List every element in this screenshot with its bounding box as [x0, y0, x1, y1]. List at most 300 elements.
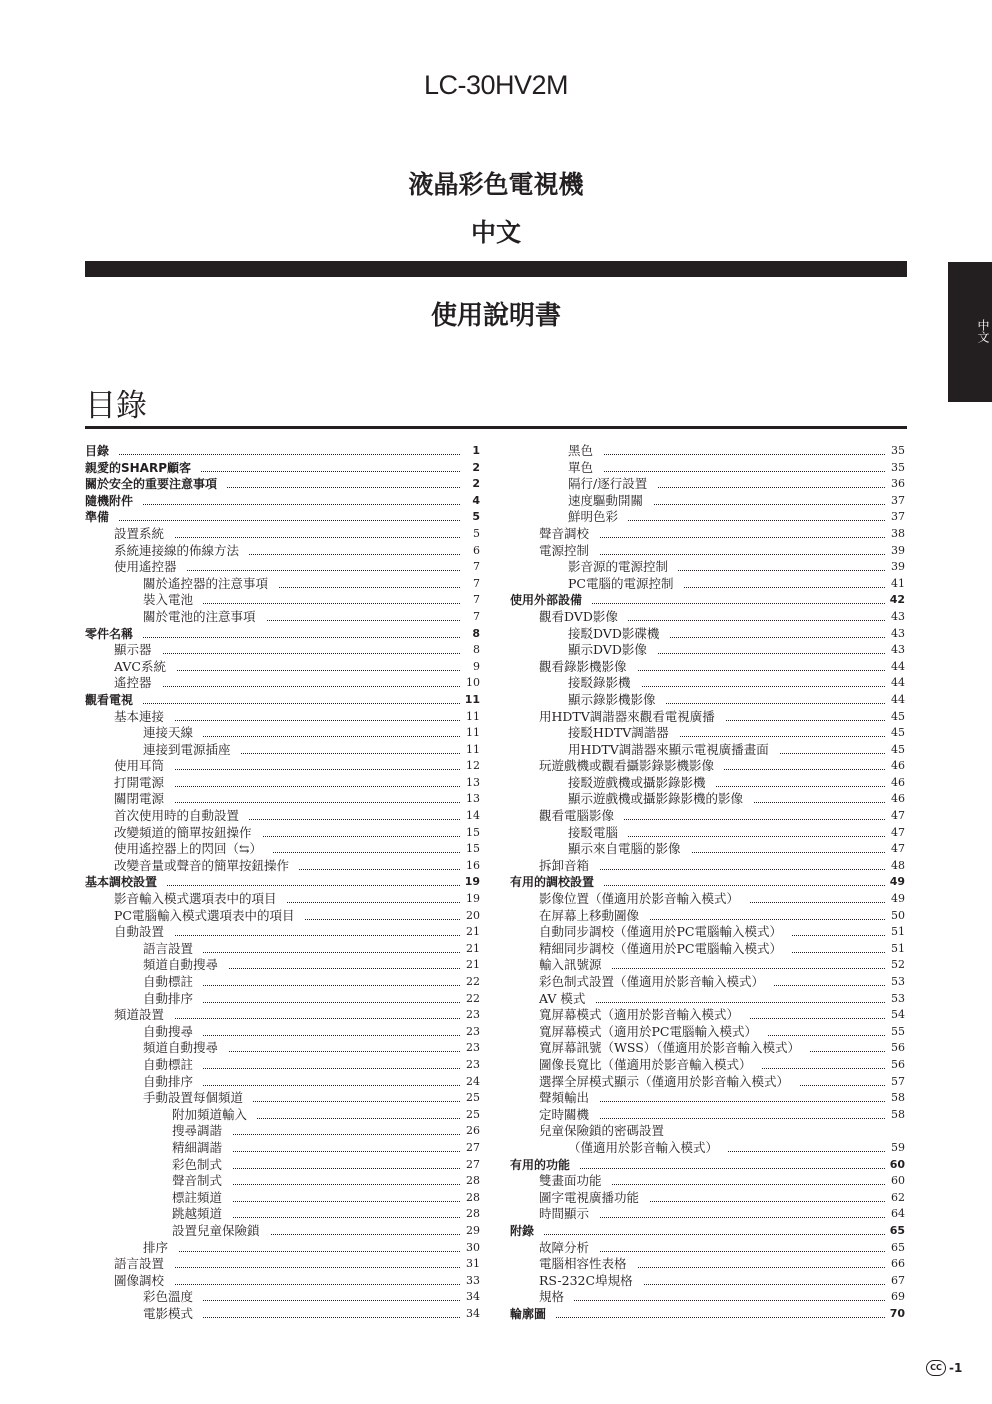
toc-entry [510, 1090, 905, 1107]
toc-entry-page: 49 [887, 891, 905, 908]
toc-entry [85, 1107, 480, 1124]
toc-entry-label: 彩色制式設置（僅適用於影音輸入模式） [539, 974, 774, 991]
toc-entry-page: 47 [887, 825, 905, 842]
toc-entry [510, 476, 905, 493]
toc-entry-label: 輪廓圖 [510, 1306, 556, 1323]
toc-entry-page: 31 [462, 1256, 480, 1273]
toc-entry [510, 576, 905, 593]
toc-entry [85, 874, 480, 891]
toc-entry-page: 35 [887, 443, 905, 460]
toc-entry [510, 742, 905, 759]
toc-entry-label: 隨機附件 [85, 493, 143, 510]
toc-entry-label: 寬屏幕模式（適用於影音輸入模式） [539, 1007, 749, 1024]
toc-entry [510, 775, 905, 792]
toc-entry-page: 47 [887, 808, 905, 825]
toc-entry [85, 924, 480, 941]
toc-entry-label: 首次使用時的自動設置 [114, 808, 249, 825]
toc-entry [85, 443, 480, 460]
dot-leader [114, 642, 460, 654]
toc-entry-label: 接駁遊戲機或攝影錄影機 [568, 775, 716, 792]
toc-entry-label: 頻道設置 [114, 1007, 174, 1024]
toc-entry [510, 443, 905, 460]
toc-entry-label: RS-232C埠規格 [539, 1273, 643, 1290]
toc-entry-label: 電腦相容性表格 [539, 1256, 637, 1273]
toc-entry-page: 66 [887, 1256, 905, 1273]
toc-entry-page: 23 [462, 1057, 480, 1074]
toc-entry-label: 準備 [85, 509, 119, 526]
toc-entry-page: 25 [462, 1107, 480, 1124]
toc-entry [85, 941, 480, 958]
toc-entry-label: 零件名稱 [85, 626, 143, 643]
toc-entry-label: 影音源的電源控制 [568, 559, 678, 576]
toc-entry-page: 57 [887, 1074, 905, 1091]
toc-entry-page: 43 [887, 609, 905, 626]
toc-entry [510, 1007, 905, 1024]
toc-entry-label: 打開電源 [114, 775, 174, 792]
toc-entry [85, 1289, 480, 1306]
toc-entry-page: 49 [887, 874, 905, 891]
toc-entry-page: 23 [462, 1040, 480, 1057]
toc-entry-page: 25 [462, 1090, 480, 1107]
toc-entry-label: 精細調諧 [172, 1140, 232, 1157]
toc-entry-page: 37 [887, 509, 905, 526]
toc-entry-page: 13 [462, 791, 480, 808]
toc-entry-page: 50 [887, 908, 905, 925]
toc-entry-label: AV 模式 [539, 991, 595, 1008]
side-tab-label: 中文 [976, 319, 990, 343]
toc-entry [85, 609, 480, 626]
toc-entry-page: 2 [462, 476, 480, 493]
toc-entry-label: 拆卸音箱 [539, 858, 599, 875]
toc-entry-label: AVC系統 [114, 659, 176, 676]
toc-entry-label: 自動標註 [143, 1057, 203, 1074]
toc-entry-page: 7 [462, 576, 480, 593]
toc-entry-label: 觀看DVD影像 [539, 609, 628, 626]
toc-entry [510, 642, 905, 659]
toc-entry [510, 1040, 905, 1057]
toc-entry-label: 黑色 [568, 443, 603, 460]
toc-entry [510, 559, 905, 576]
toc-entry [510, 1107, 905, 1124]
toc-entry [510, 1074, 905, 1091]
toc-entry-label: 關於遙控器的注意事項 [143, 576, 278, 593]
page-number: -1 [949, 1361, 963, 1375]
toc-entry-page: 35 [887, 460, 905, 477]
toc-entry-page: 58 [887, 1090, 905, 1107]
toc-entry [510, 592, 905, 609]
toc-entry [85, 991, 480, 1008]
toc-entry-page: 14 [462, 808, 480, 825]
toc-rule [85, 426, 907, 429]
toc-entry-page: 6 [462, 543, 480, 560]
toc-entry-page: 47 [887, 841, 905, 858]
toc-entry-page: 23 [462, 1024, 480, 1041]
toc-entry [85, 576, 480, 593]
toc-entry [85, 1040, 480, 1057]
toc-entry [510, 874, 905, 891]
toc-entry-label: 親愛的SHARP顧客 [85, 460, 201, 477]
toc-entry-page: 43 [887, 626, 905, 643]
toc-entry [85, 559, 480, 576]
toc-entry-label: 故障分析 [539, 1240, 599, 1257]
toc-entry-label: 遙控器 [114, 675, 162, 692]
toc-entry-page: 44 [887, 675, 905, 692]
toc-entry [85, 808, 480, 825]
toc-entry-page: 48 [887, 858, 905, 875]
toc-entry [85, 825, 480, 842]
toc-entry-label: 影像位置（僅適用於影音輸入模式） [539, 891, 749, 908]
toc-entry-label: 基本調校設置 [85, 874, 167, 891]
toc-entry-page: 62 [887, 1190, 905, 1207]
toc-entry-page: 55 [887, 1024, 905, 1041]
toc-entry-page: 11 [462, 709, 480, 726]
toc-entry-page: 51 [887, 941, 905, 958]
toc-entry [510, 1173, 905, 1190]
toc-entry-page: 29 [462, 1223, 480, 1240]
dot-leader [568, 443, 885, 455]
toc-entry [85, 1157, 480, 1174]
toc-entry-label: 輸入訊號源 [539, 957, 612, 974]
model-number: LC-30HV2M [423, 70, 569, 100]
toc-entry-page: 16 [462, 858, 480, 875]
toc-entry-label: 改變頻道的簡單按鈕操作 [114, 825, 262, 842]
toc-entry [510, 709, 905, 726]
toc-entry-page: 58 [887, 1107, 905, 1124]
toc-entry-label: 改變音量或聲音的簡單按鈕操作 [114, 858, 299, 875]
toc-entry-page: 9 [462, 659, 480, 676]
toc-entry-page: 38 [887, 526, 905, 543]
toc-entry [510, 1057, 905, 1074]
toc-entry [85, 509, 480, 526]
toc-entry-label: 自動設置 [114, 924, 174, 941]
toc-entry-label: 顯示器 [114, 642, 162, 659]
toc-entry-page: 39 [887, 543, 905, 560]
toc-entry [510, 725, 905, 742]
toc-entry-label: 關於電池的注意事項 [143, 609, 266, 626]
toc-entry-label: 圖像長寬比（僅適用於影音輸入模式） [539, 1057, 762, 1074]
toc-entry-label: 觀看錄影機影像 [539, 659, 637, 676]
toc-entry [85, 626, 480, 643]
toc-entry-label: 圖字電視廣播功能 [539, 1190, 649, 1207]
toc-entry-label: 頻道自動搜尋 [143, 957, 228, 974]
toc-entry-page: 44 [887, 659, 905, 676]
toc-entry [85, 974, 480, 991]
dot-leader [510, 1223, 885, 1235]
toc-entry-page: 7 [462, 609, 480, 626]
toc-entry-label: 關閉電源 [114, 791, 174, 808]
toc-entry-page: 46 [887, 758, 905, 775]
toc-entry [85, 1273, 480, 1290]
toc-entry [510, 891, 905, 908]
toc-entry [510, 991, 905, 1008]
toc-entry-label: 使用耳筒 [114, 758, 174, 775]
toc-entry-label: 排序 [143, 1240, 178, 1257]
toc-entry [85, 476, 480, 493]
toc-entry-label: 圖像調校 [114, 1273, 174, 1290]
toc-entry [510, 1140, 905, 1157]
toc-entry-label: PC電腦輸入模式選項表中的項目 [114, 908, 304, 925]
toc-entry [510, 957, 905, 974]
toc-entry-page: 7 [462, 559, 480, 576]
toc-entry-label: 選擇全屏模式顯示（僅適用於影音輸入模式） [539, 1074, 799, 1091]
toc-entry [510, 1240, 905, 1257]
toc-entry-label: 電影模式 [143, 1306, 203, 1323]
toc-entry [510, 974, 905, 991]
page-footer [926, 1360, 962, 1376]
toc-entry-page: 15 [462, 841, 480, 858]
toc-entry-page: 19 [462, 874, 480, 891]
dot-leader [85, 443, 460, 455]
header-bar [85, 261, 907, 277]
toc-entry-label: 用HDTV調諧器來顯示電視廣播畫面 [568, 742, 779, 759]
toc-entry [510, 1157, 905, 1174]
toc-entry [510, 509, 905, 526]
toc-entry-label: 雙畫面功能 [539, 1173, 612, 1190]
toc-entry-page: 23 [462, 1007, 480, 1024]
toc-entry [85, 1206, 480, 1223]
toc-entry-label: 規格 [539, 1289, 574, 1306]
toc-entry-page: 46 [887, 791, 905, 808]
toc-entry [85, 1007, 480, 1024]
toc-entry [85, 858, 480, 875]
toc-entry-page: 21 [462, 924, 480, 941]
toc-entry [85, 1090, 480, 1107]
toc-entry-page: 45 [887, 725, 905, 742]
toc-entry-label: 顯示DVD影像 [568, 642, 657, 659]
toc-entry-label: 自動搜尋 [143, 1024, 203, 1041]
toc-entry-label: 彩色溫度 [143, 1289, 203, 1306]
toc-entry-label: 裝入電池 [143, 592, 203, 609]
toc-entry-label: 標註頻道 [172, 1190, 232, 1207]
toc-entry [510, 692, 905, 709]
toc-entry [85, 1173, 480, 1190]
language-side-tab [948, 262, 992, 402]
toc-entry-page: 42 [887, 592, 905, 609]
toc-entry [85, 642, 480, 659]
toc-entry [85, 1140, 480, 1157]
toc-entry-page: 4 [462, 493, 480, 510]
toc-entry-page: 2 [462, 460, 480, 477]
toc-entry-label: 單色 [568, 460, 603, 477]
toc-entry-label: 精細同步調校（僅適用於PC電腦輸入模式） [539, 941, 792, 958]
toc-entry-page: 46 [887, 775, 905, 792]
toc-entry-page: 53 [887, 974, 905, 991]
toc-entry-label: 接駁HDTV調諧器 [568, 725, 679, 742]
toc-entry-label: 速度驅動開關 [568, 493, 653, 510]
toc-entry-page: 65 [887, 1240, 905, 1257]
toc-entry-label: 附加頻道輸入 [172, 1107, 257, 1124]
toc-entry [85, 1223, 480, 1240]
toc-entry [510, 526, 905, 543]
toc-entry-page: 52 [887, 957, 905, 974]
toc-entry-label: （僅適用於影音輸入模式） [568, 1140, 728, 1157]
toc-entry [510, 1256, 905, 1273]
toc-entry [510, 1273, 905, 1290]
toc-entry [85, 675, 480, 692]
toc-entry-page: 27 [462, 1157, 480, 1174]
toc-entry [510, 626, 905, 643]
toc-entry-label: 聲頻輸出 [539, 1090, 599, 1107]
toc-entry-label: 兒童保險鎖的密碼設置 [539, 1123, 674, 1140]
toc-entry [85, 957, 480, 974]
toc-entry [85, 908, 480, 925]
toc-entry [85, 1057, 480, 1074]
toc-entry-page: 8 [462, 626, 480, 643]
toc-entry-label: 設置兒童保險鎖 [172, 1223, 270, 1240]
toc-entry-page: 59 [887, 1140, 905, 1157]
toc-entry-label: 隔行/逐行設置 [568, 476, 657, 493]
toc-entry-label: 搜尋調諧 [172, 1123, 232, 1140]
toc-entry-label: 語言設置 [143, 941, 203, 958]
toc-entry-page: 37 [887, 493, 905, 510]
toc-entry-page: 41 [887, 576, 905, 593]
toc-entry-page: 64 [887, 1206, 905, 1223]
toc-entry [85, 1024, 480, 1041]
toc-entry-label: 系統連接線的佈線方法 [114, 543, 249, 560]
toc-entry [85, 742, 480, 759]
toc-entry [85, 1074, 480, 1091]
toc-entry [510, 1024, 905, 1041]
toc-entry-page: 22 [462, 991, 480, 1008]
toc-entry-page: 11 [462, 692, 480, 709]
dot-leader [143, 1240, 460, 1252]
toc-entry-label: 手動設置每個頻道 [143, 1090, 253, 1107]
toc-entry-page: 21 [462, 957, 480, 974]
toc-entry [85, 692, 480, 709]
toc-left-column [85, 443, 480, 1322]
dot-leader [114, 675, 460, 687]
toc-entry-page: 28 [462, 1206, 480, 1223]
toc-entry-label: 彩色制式 [172, 1157, 232, 1174]
toc-entry [85, 592, 480, 609]
toc-entry-page: 15 [462, 825, 480, 842]
toc-entry [510, 841, 905, 858]
toc-entry-label: 使用遙控器上的閃回（⇆） [114, 841, 272, 858]
toc-entry [510, 1190, 905, 1207]
toc-entry [510, 1123, 905, 1140]
toc-entry-label: 自動排序 [143, 1074, 203, 1091]
toc-entry-label: 接駁錄影機 [568, 675, 641, 692]
toc-entry-page: 11 [462, 725, 480, 742]
dot-leader [85, 509, 460, 521]
toc-entry [85, 460, 480, 477]
toc-entry-page: 45 [887, 742, 905, 759]
toc-entry-label: 設置系統 [114, 526, 174, 543]
toc-entry-page: 60 [887, 1173, 905, 1190]
toc-entry-label: 有用的功能 [510, 1157, 580, 1174]
toc-entry [85, 543, 480, 560]
toc-entry-page: 11 [462, 742, 480, 759]
toc-entry-label: 定時關機 [539, 1107, 599, 1124]
toc-entry [510, 543, 905, 560]
toc-entry-label: 連接到電源插座 [143, 742, 241, 759]
toc-entry [85, 725, 480, 742]
toc-entry-page: 28 [462, 1190, 480, 1207]
toc-entry [510, 1206, 905, 1223]
toc-entry-label: 語言設置 [114, 1256, 174, 1273]
toc-entry [85, 1240, 480, 1257]
toc-entry-label: 附錄 [510, 1223, 544, 1240]
toc-entry [510, 908, 905, 925]
toc-entry-page: 24 [462, 1074, 480, 1091]
toc-entry-label: 連接天線 [143, 725, 203, 742]
toc-entry-label: 關於安全的重要注意事項 [85, 476, 227, 493]
toc-entry-page: 43 [887, 642, 905, 659]
language-badge: CC [926, 1360, 946, 1376]
toc-entry-page: 5 [462, 526, 480, 543]
toc-entry-label: 目錄 [85, 443, 119, 460]
toc-entry-label: 觀看電視 [85, 692, 143, 709]
toc-entry-page: 33 [462, 1273, 480, 1290]
toc-entry [510, 924, 905, 941]
toc-entry [85, 1256, 480, 1273]
toc-entry-page: 39 [887, 559, 905, 576]
toc-entry [510, 675, 905, 692]
toc-entry-label: 在屏幕上移動圖像 [539, 908, 649, 925]
toc-entry [85, 659, 480, 676]
toc-entry-page: 7 [462, 592, 480, 609]
toc-entry [510, 791, 905, 808]
toc-entry [510, 609, 905, 626]
toc-entry-page: 65 [887, 1223, 905, 1240]
toc-entry-label: 顯示來自電腦的影像 [568, 841, 691, 858]
toc-entry [510, 758, 905, 775]
toc-entry-page: 51 [887, 924, 905, 941]
toc-entry-label: 時間顯示 [539, 1206, 599, 1223]
toc-entry [85, 1123, 480, 1140]
dot-leader [510, 1306, 885, 1318]
toc-entry [510, 941, 905, 958]
toc-entry-label: 自動排序 [143, 991, 203, 1008]
toc-entry-label: PC電腦的電源控制 [568, 576, 683, 593]
toc-entry [510, 1306, 905, 1323]
toc-entry-page: 69 [887, 1289, 905, 1306]
toc-entry-page: 28 [462, 1173, 480, 1190]
toc-entry-page: 8 [462, 642, 480, 659]
toc-entry-page: 5 [462, 509, 480, 526]
toc-entry-page: 19 [462, 891, 480, 908]
toc-entry-label: 寬屏幕模式（適用於PC電腦輸入模式） [539, 1024, 767, 1041]
toc-entry [510, 493, 905, 510]
toc-entry-label: 玩遊戲機或觀看攝影錄影機影像 [539, 758, 724, 775]
toc-entry-label: 接駁DVD影碟機 [568, 626, 669, 643]
toc-entry-label: 顯示錄影機影像 [568, 692, 666, 709]
language-title: 中文 [470, 218, 521, 247]
toc-entry [510, 858, 905, 875]
toc-entry-page: 45 [887, 709, 905, 726]
toc-entry-label: 跳越頻道 [172, 1206, 232, 1223]
toc-entry [510, 1223, 905, 1240]
toc-entry-page: 21 [462, 941, 480, 958]
toc-right-column [510, 443, 905, 1322]
dot-leader [539, 1289, 885, 1301]
toc-entry-label: 使用遙控器 [114, 559, 187, 576]
toc-entry [85, 709, 480, 726]
toc-entry-page: 44 [887, 692, 905, 709]
toc-entry-label: 聲音制式 [172, 1173, 232, 1190]
toc-entry-page: 20 [462, 908, 480, 925]
toc-entry-page: 1 [462, 443, 480, 460]
toc-entry-page: 67 [887, 1273, 905, 1290]
toc-entry-label: 接駁電腦 [568, 825, 628, 842]
toc-entry-page: 34 [462, 1306, 480, 1323]
toc-entry [85, 758, 480, 775]
toc-entry-label: 顯示遊戲機或攝影錄影機的影像 [568, 791, 753, 808]
toc-entry-page: 30 [462, 1240, 480, 1257]
toc-entry [85, 891, 480, 908]
toc-entry-page: 13 [462, 775, 480, 792]
toc-entry [510, 659, 905, 676]
